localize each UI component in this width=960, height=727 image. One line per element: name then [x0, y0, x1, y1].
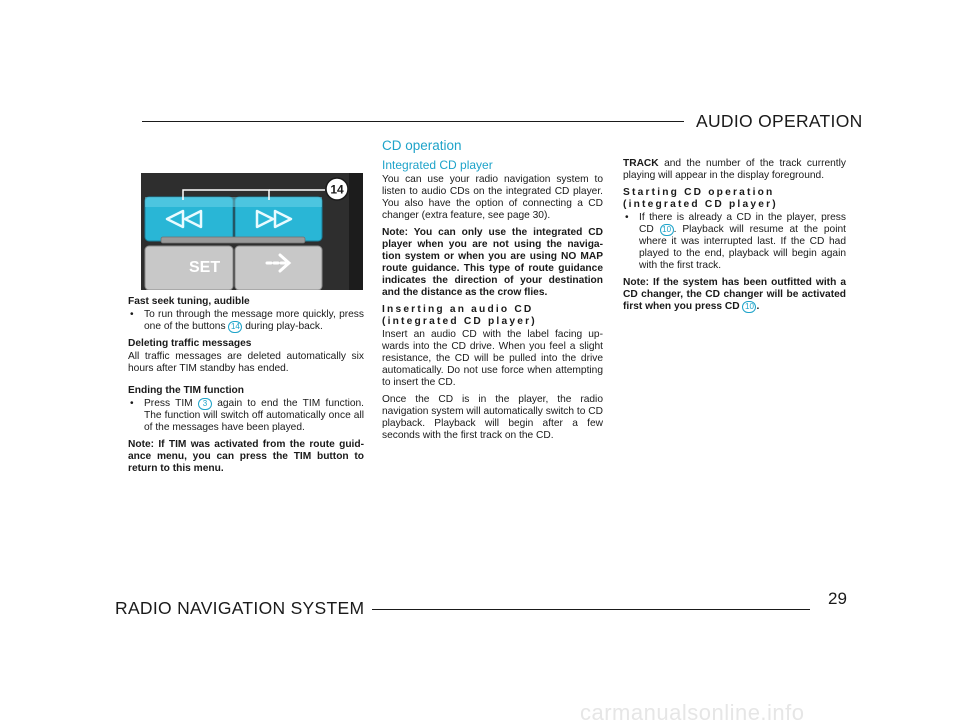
enter-button [235, 246, 322, 290]
header-rule [142, 121, 684, 122]
heading-deleting: Deleting traffic messages [128, 338, 252, 349]
column-left [128, 296, 364, 480]
deleting-text: All traffic messages are deleted automatically six hours after TIM standby has ended. [128, 351, 364, 374]
page-footer-title: RADIO NAVIGATION SYSTEM [115, 598, 365, 618]
track-label: TRACK [623, 158, 659, 169]
heading-starting: Starting CD operation (integrated CD player) [623, 187, 778, 210]
inserting-text: Insert an audio CD with the label facing up-wards into the CD drive. When you feel a slight resistance, the CD will be pulled into the drive automatically. Do not use force when attempting to insert the CD. [382, 329, 603, 388]
callout-number: 14 [330, 182, 344, 197]
column-right [623, 158, 846, 318]
note-changer-b: . [756, 301, 760, 312]
page-header-title: AUDIO OPERATION [696, 111, 863, 131]
button-panel-drawing [141, 173, 363, 290]
column-middle [382, 174, 603, 447]
ref-10: 10 [660, 224, 674, 236]
track-text [623, 158, 846, 182]
heading-integrated-cd: Integrated CD player [382, 158, 493, 172]
ref-10: 10 [742, 301, 756, 313]
cd-intro-text: You can use your radio navigation system to listen to audio CDs on the integrated CD player. You also have the option of connecting a CD changer (extra feature, see page 30). [382, 174, 603, 221]
note-changer-a: Note: If the system has been outfitted with a CD changer, the CD changer will be activated first when you press CD [623, 277, 846, 312]
ref-14: 14 [228, 321, 242, 333]
set-label: SET [189, 259, 221, 276]
button-highlight [145, 197, 322, 207]
divider-bar [161, 237, 305, 243]
fast-seek-text-a: To run through the message more quickly, press one of the buttons [144, 309, 364, 332]
fast-seek-text-b: during play-back. [242, 321, 323, 332]
fast-seek-list [128, 309, 364, 333]
heading-cd-operation: CD operation [382, 138, 462, 153]
ending-text-b: again to end the TIM function. The function will switch off automatically once all of the messages have been played. [144, 398, 364, 433]
heading-ending: Ending the TIM function [128, 385, 245, 396]
ref-3: 3 [198, 398, 212, 410]
heading-inserting: Inserting an audio CD (integrated CD player) [382, 304, 537, 327]
list-item [623, 212, 846, 272]
playback-text: Once the CD is in the player, the radio navigation system will automatically switch to CD playback. Playback will begin after a few seconds with the first track on the CD. [382, 394, 603, 441]
starting-list [623, 212, 846, 272]
note-tim: Note: If TIM was activated from the route guid-ance menu, you can press the TIM button to return to this menu. [128, 439, 364, 474]
watermark-text: carmanualsonline.info [580, 700, 805, 725]
note-cd-changer [623, 277, 846, 313]
note-cd-player: Note: You can only use the integrated CD player when you are not using the naviga-tion system or when you are using NO MAP route guidance. This type of route guidance indicates the direction of your destination and the distance as the crow flies. [382, 227, 603, 298]
footer-rule [372, 609, 810, 610]
starting-text-b: . Playback will resume at the point where it was interrupted last. If the CD had played to the end, playback will begin again with the first track. [639, 224, 846, 271]
page-number: 29 [828, 589, 847, 608]
ending-text-a: Press TIM [144, 398, 198, 409]
ending-list [128, 398, 364, 434]
track-rest: and the number of the track currently playing will appear in the display foreground. [623, 158, 846, 181]
button-illustration [141, 173, 363, 290]
list-item [128, 309, 364, 333]
heading-fast-seek: Fast seek tuning, audible [128, 296, 250, 307]
starting-text-a: If there is already a CD in the player, press CD [639, 212, 846, 235]
list-item [128, 398, 364, 434]
panel-edge [349, 173, 363, 290]
